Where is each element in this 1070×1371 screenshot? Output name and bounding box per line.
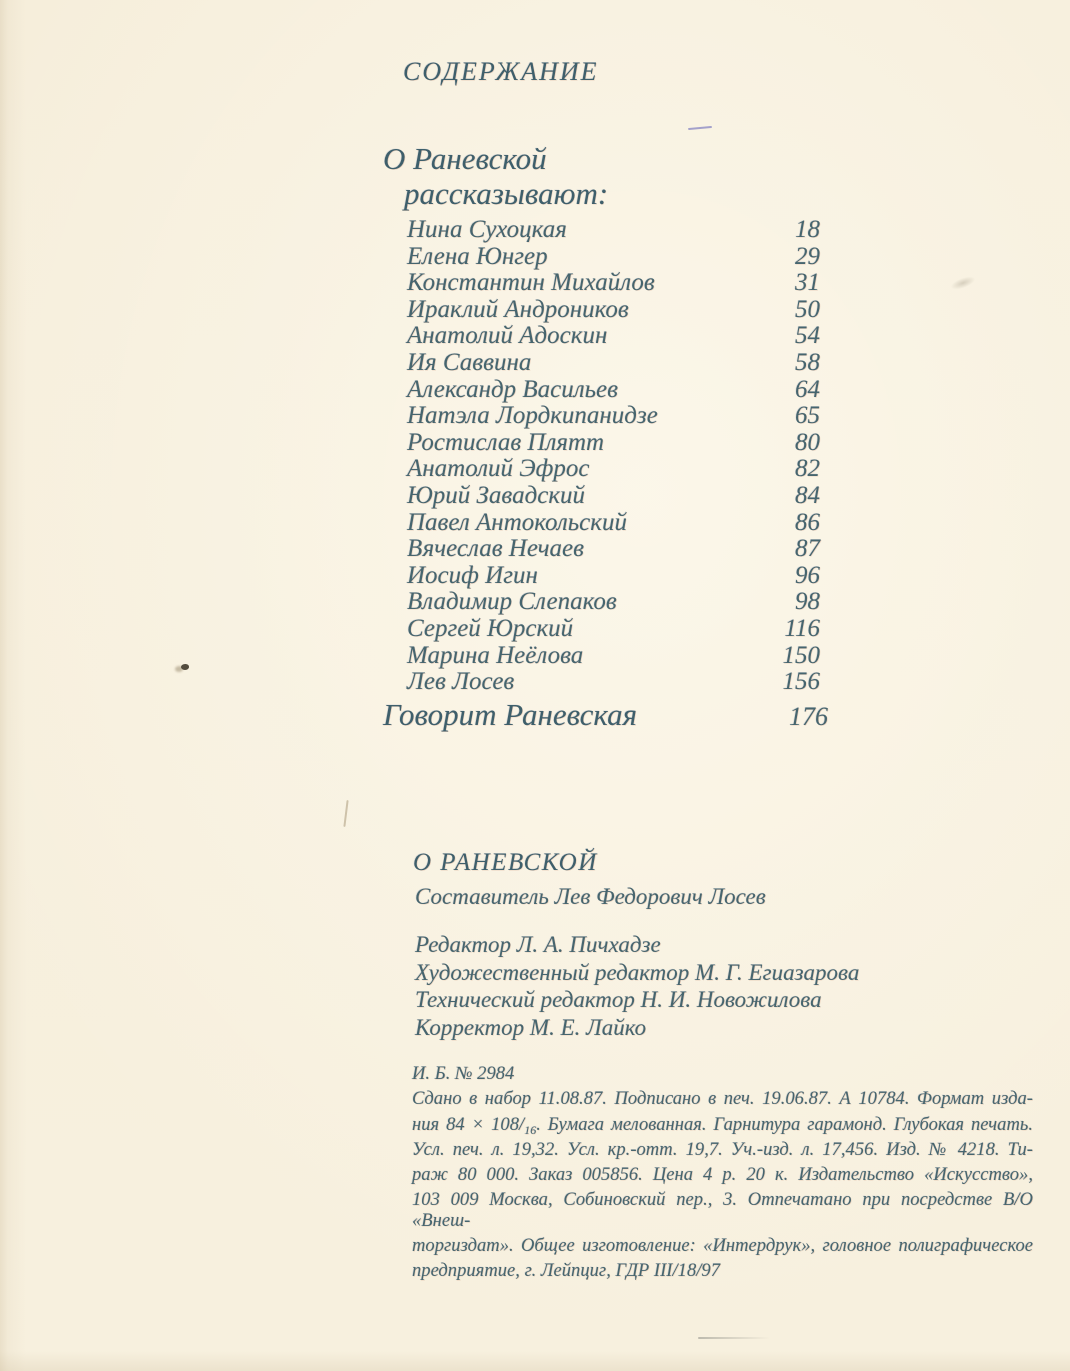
toc-entry-page-number: 150 [782, 641, 820, 669]
toc-list [407, 217, 820, 696]
toc-entry-name: Владимир Слепаков [407, 588, 617, 616]
toc-entry-name: Иосиф Игин [407, 561, 538, 589]
toc-entry-row [407, 536, 820, 563]
colophon-imprint-line [412, 1089, 1033, 1114]
imprint-line-text: ния 84 × 108/ [412, 1113, 525, 1135]
imprint-line-text: Сдано в набор 11.08.87. Подписано в печ. 19.06.87. А 10784. Формат изда- [412, 1088, 1033, 1110]
toc-section-heading-line2: рассказывают: [404, 176, 609, 211]
toc-entry-page-number: 156 [782, 668, 820, 696]
scan-hairline [698, 1337, 770, 1339]
toc-entry-row [407, 563, 820, 590]
toc-entry-name: Вячеслав Нечаев [407, 535, 584, 563]
imprint-line-text-after: . Бумага мелованная. Гарнитура гарамонд. Глубокая печать. [536, 1113, 1033, 1135]
colophon-imprint-line [412, 1140, 1033, 1165]
imprint-line-text: Усл. печ. л. 19,32. Усл. кр.-отт. 19,7. Уч.-изд. л. 17,456. Изд. № 4218. Ти- [412, 1138, 1033, 1160]
toc-section-heading-line1: О Раневской [383, 141, 547, 176]
toc-entry-page-number: 87 [795, 535, 820, 563]
colophon-imprint-line [412, 1190, 1033, 1236]
toc-entry-row [407, 350, 820, 377]
toc-entry-name: Ираклий Андроников [407, 295, 629, 323]
toc-entry-page-number: 98 [795, 588, 820, 616]
toc-entry-name: Константин Михайлов [407, 269, 655, 297]
imprint-line-text: раж 80 000. Заказ 005856. Цена 4 р. 20 к. Издательство «Искусство», [412, 1164, 1033, 1186]
imprint-line-text: предприятие, г. Лейпциг, ГДР III/18/97 [412, 1260, 720, 1282]
scan-smudge [949, 274, 977, 292]
colophon-staff-list [415, 931, 859, 1041]
toc-entry-row [407, 297, 820, 324]
toc-section-heading [383, 141, 608, 211]
toc-closing-entry-page-number: 176 [789, 702, 828, 731]
imprint-line-text: И. Б. № 2984 [412, 1063, 515, 1084]
imprint-line-text: торгиздат». Общее изготовление: «Интердрук», головное полиграфическое [412, 1235, 1033, 1257]
toc-entry-page-number: 86 [795, 508, 820, 536]
toc-entry-page-number: 65 [795, 402, 820, 430]
toc-entry-page-number: 84 [795, 481, 820, 509]
toc-entry-row [407, 217, 820, 244]
toc-entry-row [407, 377, 820, 404]
toc-entry-name: Лев Лосев [407, 668, 515, 696]
toc-entry-name: Елена Юнгер [407, 242, 548, 270]
toc-entry-name: Натэла Лордкипанидзе [407, 402, 658, 430]
toc-entry-row [407, 456, 820, 483]
toc-entry-row [407, 270, 820, 297]
colophon-imprint-line [412, 1261, 1033, 1286]
toc-entry-row [407, 483, 820, 510]
colophon-staff-line: Художественный редактор М. Г. Егиазарова [415, 959, 860, 985]
scan-speck [181, 664, 189, 670]
toc-entry-row [407, 643, 820, 670]
toc-entry-name: Анатолий Эфрос [407, 455, 590, 483]
toc-entry-page-number: 80 [795, 428, 820, 456]
colophon-imprint-line [412, 1115, 1033, 1140]
toc-entry-page-number: 96 [795, 561, 820, 589]
toc-entry-page-number: 82 [795, 455, 820, 483]
toc-entry-row [407, 616, 820, 643]
toc-entry-page-number: 58 [795, 348, 820, 376]
imprint-line-subscript: 16 [524, 1122, 537, 1137]
toc-entry-row [407, 669, 820, 696]
toc-entry-row [407, 323, 820, 350]
imprint-line-text: 103 009 Москва, Собиновский пер., 3. Отпечатано при посредстве В/О «Внеш- [412, 1189, 1033, 1231]
scan-scratch [343, 800, 348, 827]
toc-entry-row [407, 589, 820, 616]
scan-pen-mark [688, 126, 712, 130]
colophon-staff-line: Технический редактор Н. И. Новожилова [415, 987, 822, 1012]
toc-entry-name: Ростислав Плятт [407, 428, 605, 456]
toc-entry-row [407, 403, 820, 430]
toc-entry-page-number: 50 [795, 295, 820, 323]
toc-entry-name: Марина Неёлова [407, 641, 584, 669]
colophon-book-title: О РАНЕВСКОЙ [413, 849, 598, 876]
toc-entry-name: Александр Васильев [407, 375, 618, 403]
toc-entry-row [407, 430, 820, 457]
toc-entry-name: Сергей Юрский [407, 614, 574, 642]
toc-entry-page-number: 18 [795, 216, 820, 243]
colophon-imprint-line [412, 1165, 1033, 1190]
colophon-imprint-line [412, 1236, 1033, 1261]
toc-entry-name: Юрий Завадский [407, 481, 586, 509]
toc-entry-page-number: 64 [795, 375, 820, 403]
colophon-staff-line: Редактор Л. А. Пичхадзе [415, 932, 661, 957]
toc-entry-page-number: 31 [795, 269, 820, 297]
colophon-imprint-block [412, 1064, 1033, 1287]
toc-closing-entry [383, 697, 828, 733]
toc-entry-page-number: 116 [784, 614, 820, 642]
colophon-compiler-line: Составитель Лев Федорович Лосев [415, 884, 766, 909]
toc-entry-name: Анатолий Адоскин [407, 322, 608, 350]
colophon-imprint-line [412, 1064, 1033, 1089]
toc-closing-entry-name: Говорит Раневская [383, 697, 638, 732]
toc-entry-page-number: 54 [795, 322, 820, 350]
toc-entry-row [407, 510, 820, 537]
colophon-staff-line: Корректор М. Е. Лайко [415, 1014, 647, 1040]
toc-entry-row [407, 244, 820, 271]
page-title: СОДЕРЖАНИЕ [403, 57, 599, 86]
toc-entry-name: Ия Саввина [407, 348, 532, 376]
toc-entry-name: Нина Сухоцкая [407, 216, 567, 243]
toc-entry-name: Павел Антокольский [407, 508, 627, 536]
toc-entry-page-number: 29 [795, 242, 820, 270]
